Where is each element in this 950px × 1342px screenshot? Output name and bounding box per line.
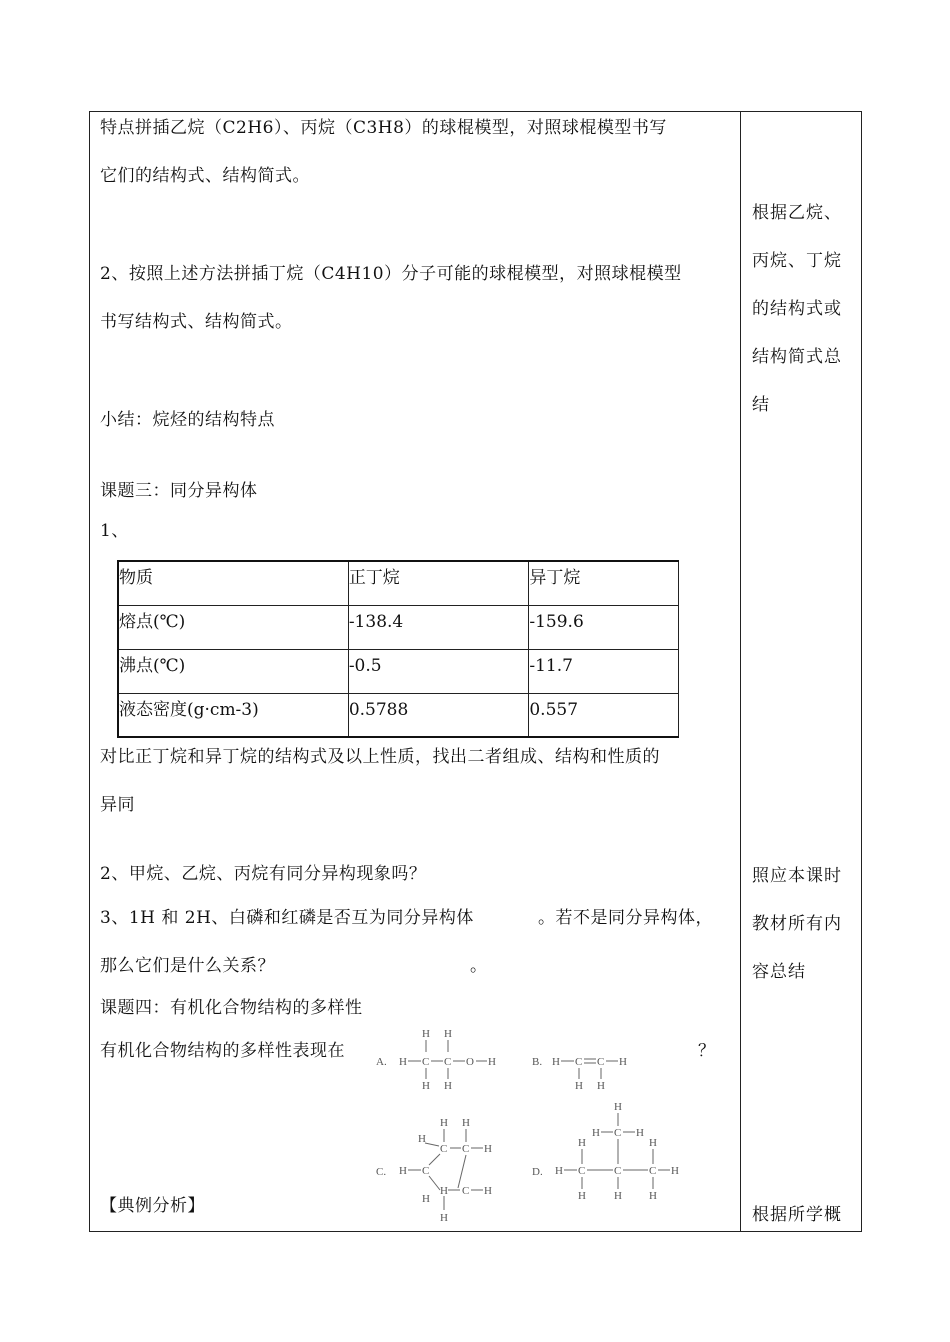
svg-text:C: C (462, 1185, 470, 1197)
table-header-cell: 正丁烷 (348, 561, 529, 605)
table-row (118, 649, 679, 693)
svg-text:H: H (422, 1080, 430, 1092)
svg-text:H: H (552, 1056, 560, 1068)
column-divider (740, 111, 741, 1232)
svg-text:H: H (422, 1193, 430, 1205)
side-note-1-line-4: 结构简式总 (752, 347, 842, 367)
item-3-line-1: 3、1H 和 2H、白磷和红磷是否互为同分异构体 (100, 908, 474, 928)
svg-text:C: C (597, 1056, 605, 1068)
svg-text:H: H (399, 1165, 407, 1177)
svg-text:H: H (597, 1080, 605, 1092)
table-row (118, 693, 679, 737)
item-3-line-2-end: 。 (470, 956, 488, 976)
table-header-row (118, 561, 679, 605)
svg-text:O: O (466, 1056, 474, 1068)
structure-c (376, 1117, 492, 1224)
svg-text:C: C (614, 1127, 622, 1139)
svg-text:H: H (614, 1101, 622, 1113)
structure-b (532, 1056, 627, 1092)
svg-text:H: H (578, 1137, 586, 1149)
svg-text:H: H (444, 1028, 452, 1040)
svg-text:H: H (444, 1080, 452, 1092)
svg-text:H: H (578, 1190, 586, 1202)
paragraph-1-line-1: 特点拼插乙烷（C2H6）、丙烷（C3H8）的球棍模型，对照球棍模型书写 (100, 118, 667, 138)
table-cell: 液态密度(g·cm-3) (118, 693, 348, 737)
svg-text:H: H (399, 1056, 407, 1068)
svg-text:C.: C. (376, 1166, 387, 1178)
compare-line-2: 异同 (100, 795, 135, 815)
topic-4-heading: 课题四：有机化合物结构的多样性 (100, 998, 363, 1018)
paragraph-1-line-2: 它们的结构式、结构简式。 (100, 166, 310, 186)
svg-text:H: H (649, 1190, 657, 1202)
butane-properties-table (117, 560, 679, 738)
svg-text:C: C (462, 1143, 470, 1155)
svg-text:C: C (444, 1056, 452, 1068)
side-note-2-line-3: 容总结 (752, 962, 806, 982)
table-cell: 0.557 (529, 693, 679, 737)
topic-3-heading: 课题三：同分异构体 (100, 481, 258, 501)
question-mark: ？ (698, 1041, 716, 1061)
svg-text:D.: D. (532, 1166, 543, 1178)
item-3-line-1-end: 。若不是同分异构体， (538, 908, 713, 928)
item-2: 2、甲烷、乙烷、丙烷有同分异构现象吗？ (100, 864, 427, 884)
table-cell: -0.5 (348, 649, 529, 693)
svg-text:A.: A. (376, 1056, 387, 1068)
side-note-1-line-2: 丙烷、丁烷 (752, 251, 842, 271)
paragraph-2-line-1: 2、按照上述方法拼插丁烷（C4H10）分子可能的球棍模型，对照球棍模型 (100, 264, 682, 284)
item-3-line-2: 那么它们是什么关系？ (100, 956, 275, 976)
item-1-label: 1、 (100, 521, 129, 541)
svg-text:H: H (462, 1117, 470, 1129)
table-cell: -159.6 (529, 605, 679, 649)
side-note-2-line-1: 照应本课时 (752, 866, 842, 886)
svg-text:H: H (440, 1185, 448, 1197)
svg-text:H: H (488, 1056, 496, 1068)
svg-text:H: H (636, 1127, 644, 1139)
side-note-1-line-5: 结 (752, 395, 770, 415)
svg-text:H: H (649, 1137, 657, 1149)
svg-text:H: H (619, 1056, 627, 1068)
svg-text:C: C (422, 1056, 430, 1068)
table-cell: 0.5788 (348, 693, 529, 737)
svg-text:C: C (440, 1143, 448, 1155)
table-header-cell: 异丁烷 (529, 561, 679, 605)
example-heading: 【典例分析】 (100, 1196, 205, 1216)
diversity-question: 有机化合物结构的多样性表现在 (100, 1041, 345, 1061)
table-cell: -11.7 (529, 649, 679, 693)
svg-text:H: H (671, 1165, 679, 1177)
table-cell: 沸点(℃) (118, 649, 348, 693)
svg-text:C: C (614, 1165, 622, 1177)
table-cell: -138.4 (348, 605, 529, 649)
svg-text:H: H (440, 1117, 448, 1129)
svg-text:H: H (418, 1133, 426, 1145)
svg-text:H: H (440, 1212, 448, 1224)
svg-text:H: H (575, 1080, 583, 1092)
svg-text:C: C (422, 1165, 430, 1177)
structure-a (376, 1028, 496, 1092)
svg-text:H: H (422, 1028, 430, 1040)
svg-text:B.: B. (532, 1056, 543, 1068)
svg-text:C: C (575, 1056, 583, 1068)
svg-text:C: C (649, 1165, 657, 1177)
side-note-1-line-3: 的结构式或 (752, 299, 842, 319)
paragraph-2-line-2: 书写结构式、结构简式。 (100, 312, 293, 332)
side-note-2-line-2: 教材所有内 (752, 914, 842, 934)
svg-text:H: H (614, 1190, 622, 1202)
structure-d (532, 1101, 679, 1202)
table-header-cell: 物质 (118, 561, 348, 605)
side-note-3: 根据所学概 (752, 1205, 842, 1225)
table-row (118, 605, 679, 649)
svg-text:C: C (578, 1165, 586, 1177)
compare-line-1: 对比正丁烷和异丁烷的结构式及以上性质，找出二者组成、结构和性质的 (100, 747, 660, 767)
summary-heading: 小结：烷烃的结构特点 (100, 410, 275, 430)
svg-text:H: H (555, 1165, 563, 1177)
side-note-1-line-1: 根据乙烷、 (752, 203, 842, 223)
svg-text:H: H (592, 1127, 600, 1139)
svg-text:H: H (484, 1143, 492, 1155)
svg-text:H: H (484, 1185, 492, 1197)
table-cell: 熔点(℃) (118, 605, 348, 649)
structural-formulas-figure (370, 1022, 690, 1230)
